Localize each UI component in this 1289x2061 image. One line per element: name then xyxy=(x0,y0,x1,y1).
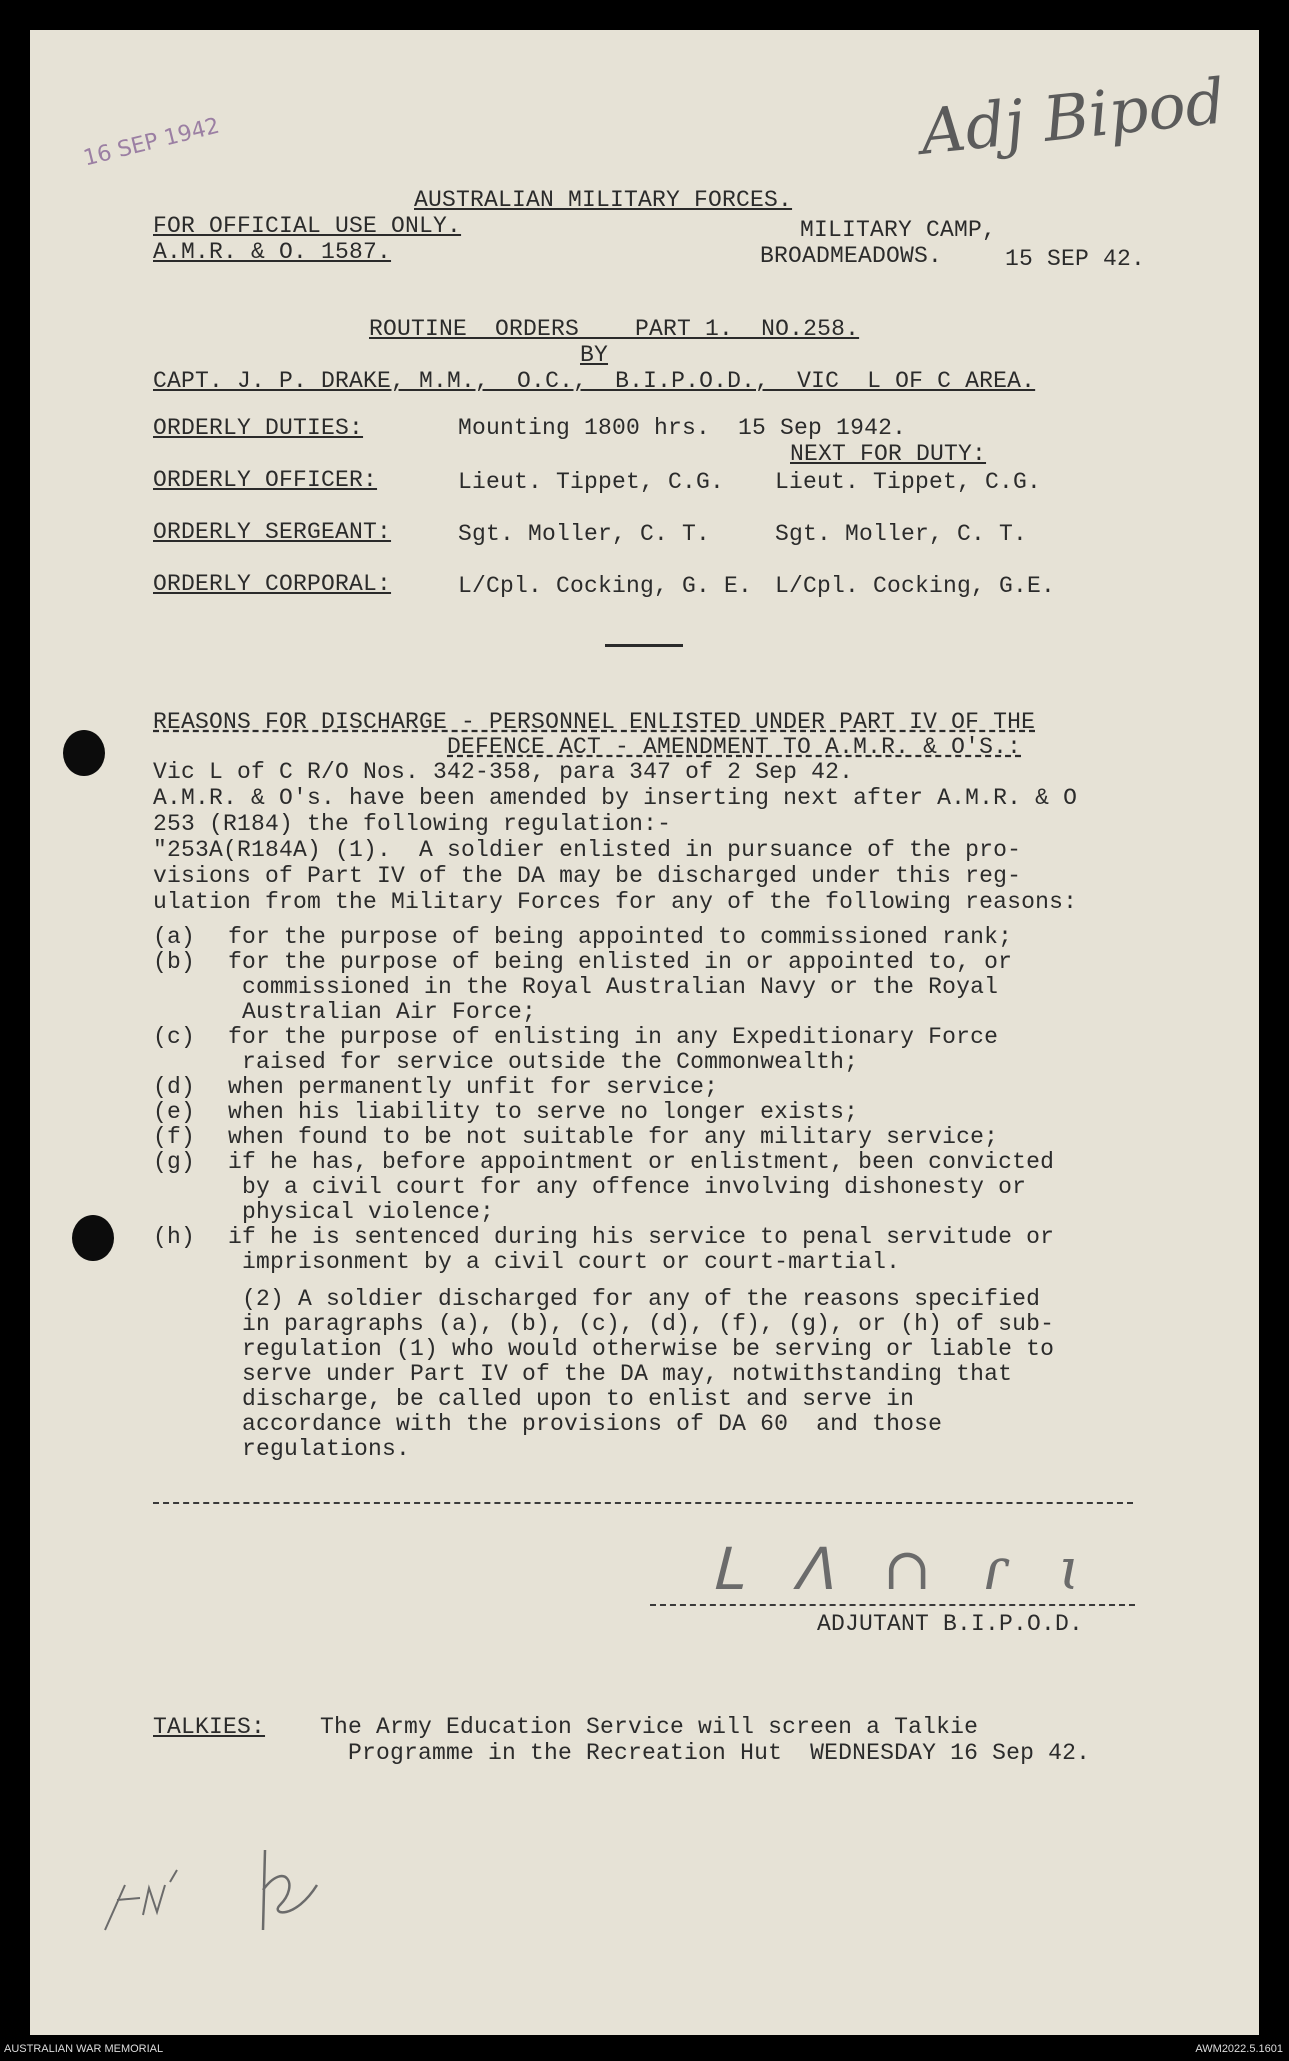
handwritten-annotation: Adj Bipod xyxy=(917,64,1229,169)
intro-line: visions of Part IV of the DA may be discharged under this reg- xyxy=(153,863,1022,889)
section-divider xyxy=(605,644,683,647)
reason-line: for the purpose of being appointed to commissioned rank; xyxy=(228,924,1013,950)
discharge-heading: REASONS FOR DISCHARGE - PERSONNEL ENLISTED UNDER PART IV OF THE xyxy=(153,709,1036,735)
reason-line: physical violence; xyxy=(228,1199,495,1225)
reason-mark: (g) xyxy=(153,1149,196,1175)
reason-line: by a civil court for any offence involving dishonesty or xyxy=(228,1174,1027,1200)
duty-current: L/Cpl. Cocking, G. E. xyxy=(458,573,753,599)
reason-line: when permanently unfit for service; xyxy=(228,1074,719,1100)
punch-hole-top xyxy=(63,730,105,776)
reason-line: imprisonment by a civil court or court-martial. xyxy=(228,1249,901,1275)
reason-line: when his liability to serve no longer exists; xyxy=(228,1099,859,1125)
duty-label: ORDERLY OFFICER: xyxy=(153,467,378,493)
reason-line: for the purpose of enlisting in any Expeditionary Force xyxy=(228,1024,999,1050)
talkies-line2: Programme in the Recreation Hut WEDNESDAY 16 Sep 42. xyxy=(348,1740,1091,1766)
reason-line: for the purpose of being enlisted in or appointed to, or xyxy=(228,949,1013,975)
subregulation-line: discharge, be called upon to enlist and serve in xyxy=(242,1386,915,1412)
adjutant-title: ADJUTANT B.I.P.O.D. xyxy=(817,1611,1084,1637)
reason-mark: (d) xyxy=(153,1074,196,1100)
camp-name: MILITARY CAMP, xyxy=(800,217,997,243)
reason-mark: (f) xyxy=(153,1124,196,1150)
subregulation-line: regulations. xyxy=(242,1436,411,1462)
subregulation-line: regulation (1) who would otherwise be serving or liable to xyxy=(242,1336,1055,1362)
dashed-rule xyxy=(153,1502,1133,1504)
orders-by: BY xyxy=(580,342,609,368)
reason-line: Australian Air Force; xyxy=(228,999,537,1025)
camp-location: BROADMEADOWS. xyxy=(760,243,943,269)
handwritten-initials xyxy=(85,1790,365,1940)
subregulation-line: accordance with the provisions of DA 60 and those xyxy=(242,1411,943,1437)
order-date: 15 SEP 42. xyxy=(1005,246,1146,272)
intro-line: "253A(R184A) (1). A soldier enlisted in pursuance of the pro- xyxy=(153,837,1022,863)
reason-mark: (c) xyxy=(153,1024,196,1050)
subregulation-line: (2) A soldier discharged for any of the reasons specified xyxy=(242,1286,1041,1312)
reason-line: if he is sentenced during his service to penal servitude or xyxy=(228,1224,1055,1250)
talkies-label: TALKIES: xyxy=(153,1714,266,1740)
duty-current: Sgt. Moller, C. T. xyxy=(458,521,711,547)
signature-line xyxy=(650,1604,1135,1606)
duty-label: ORDERLY CORPORAL: xyxy=(153,571,392,597)
duty-label: ORDERLY DUTIES: xyxy=(153,415,364,441)
punch-hole-bottom xyxy=(72,1215,114,1261)
duty-current: Lieut. Tippet, C.G. xyxy=(458,469,725,495)
reason-mark: (e) xyxy=(153,1099,196,1125)
reason-mark: (a) xyxy=(153,924,196,950)
duty-current: Mounting 1800 hrs. 15 Sep 1942. xyxy=(458,415,907,441)
reason-line: commissioned in the Royal Australian Navy or the Royal xyxy=(228,974,999,1000)
footer-archive-name: AUSTRALIAN WAR MEMORIAL xyxy=(4,2043,164,2055)
intro-line: 253 (R184) the following regulation:- xyxy=(153,811,672,837)
intro-line: ulation from the Military Forces for any of the following reasons: xyxy=(153,889,1078,915)
org-title: AUSTRALIAN MILITARY FORCES. xyxy=(414,187,793,213)
signature-scrawl: ᒪ ᐱ ∩ ɾ ɩ xyxy=(710,1535,1098,1603)
date-stamp: 16 SEP 1942 xyxy=(81,113,223,172)
talkies-line1: The Army Education Service will screen a Talkie xyxy=(320,1714,979,1740)
footer-accession: AWM2022.5.1601 xyxy=(1195,2043,1283,2055)
orders-commander: CAPT. J. P. DRAKE, M.M., O.C., B.I.P.O.D., VIC L OF C AREA. xyxy=(153,368,1036,394)
official-use: FOR OFFICIAL USE ONLY. xyxy=(153,213,462,239)
subregulation-line: in paragraphs (a), (b), (c), (d), (f), (g), or (h) of sub- xyxy=(242,1311,1055,1337)
intro-line: A.M.R. & O's. have been amended by inserting next after A.M.R. & O xyxy=(153,785,1078,811)
next-for-duty-label: NEXT FOR DUTY: xyxy=(790,441,987,467)
duty-next: Sgt. Moller, C. T. xyxy=(775,521,1028,547)
reason-line: if he has, before appointment or enlistment, been convicted xyxy=(228,1149,1055,1175)
reason-line: when found to be not suitable for any military service; xyxy=(228,1124,999,1150)
document-page xyxy=(30,30,1259,2035)
amro-number: A.M.R. & O. 1587. xyxy=(153,239,392,265)
subregulation-line: serve under Part IV of the DA may, notwithstanding that xyxy=(242,1361,1013,1387)
orders-title: ROUTINE ORDERS PART 1. NO.258. xyxy=(369,316,860,342)
reason-line: raised for service outside the Commonwealth; xyxy=(228,1049,859,1075)
duty-next: Lieut. Tippet, C.G. xyxy=(775,469,1042,495)
reason-mark: (h) xyxy=(153,1224,196,1250)
duty-label: ORDERLY SERGEANT: xyxy=(153,519,392,545)
discharge-heading-cont: DEFENCE ACT - AMENDMENT TO A.M.R. & O'S.: xyxy=(447,734,1022,760)
reason-mark: (b) xyxy=(153,949,196,975)
intro-line: Vic L of C R/O Nos. 342-358, para 347 of 2 Sep 42. xyxy=(153,759,854,785)
duty-next: L/Cpl. Cocking, G.E. xyxy=(775,573,1056,599)
